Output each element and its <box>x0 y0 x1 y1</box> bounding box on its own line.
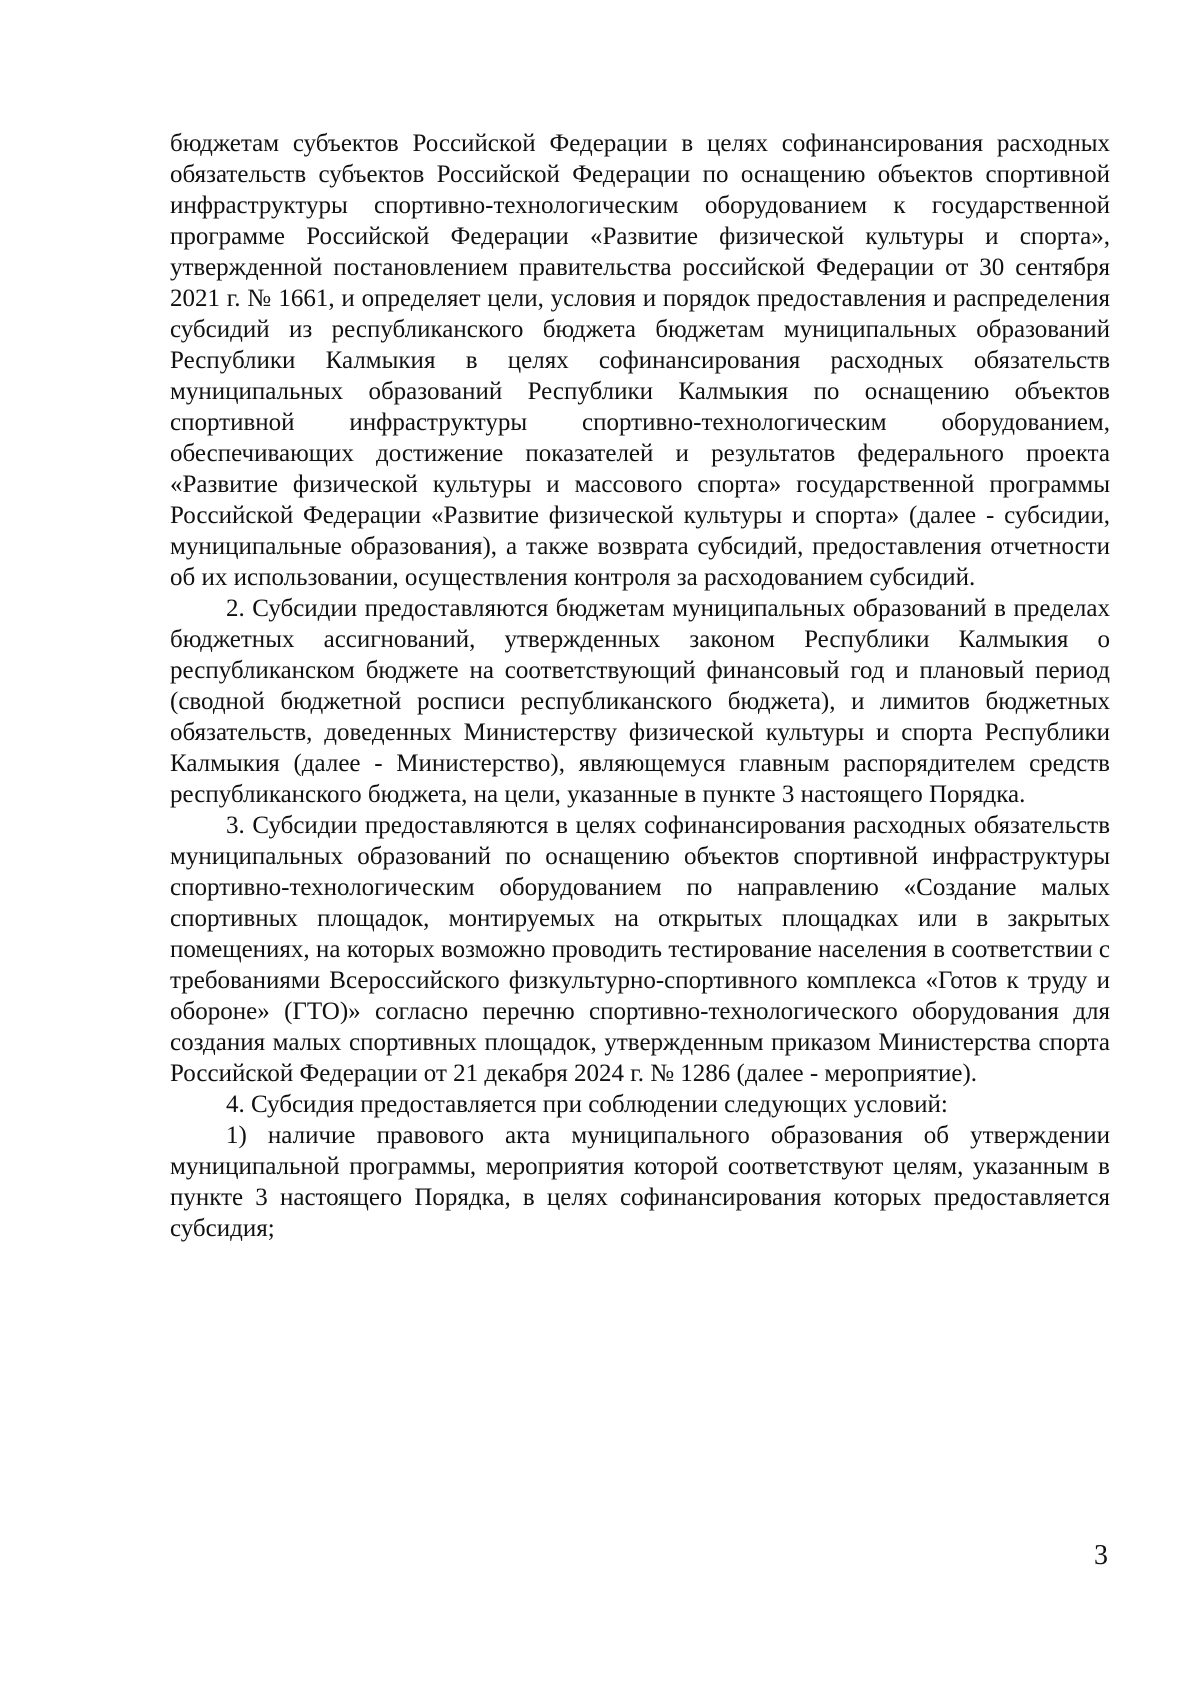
paragraph-3: 3. Субсидии предоставляются в целях софинансирования расходных обязательств муниципальных образований по оснащению объектов спортивной инфраструктуры спортивно-технологическим оборудованием по направлению «Создание малых спортивных площадок, монтируемых на открытых площадках или в закрытых помещениях, на которых возможно проводить тестирование населения в соответствии с требованиями Всероссийского физкультурно-спортивного комплекса «Готов к труду и обороне» (ГТО)» согласно перечню спортивно-технологического оборудования для создания малых спортивных площадок, утвержденным приказом Министерства спорта Российской Федерации от 21 декабря 2024 г. № 1286 (далее - мероприятие). <box>170 812 1110 1087</box>
page-number: 3 <box>1094 1540 1108 1571</box>
list-item-1: 1) наличие правового акта муниципального образования об утверждении муниципальной программы, мероприятия которой соответствуют целям, указанным в пункте 3 настоящего Порядка, в целях софинансирования которых предоставляется субсидия; <box>170 1122 1110 1242</box>
paragraph-4: 4. Субсидия предоставляется при соблюдении следующих условий: <box>226 1091 948 1118</box>
paragraph-continued: бюджетам субъектов Российской Федерации в целях софинансирования расходных обязательств субъектов Российской Федерации по оснащению объектов спортивной инфраструктуры спортивно-технологическим оборудованием к государственной программе Российской Федерации «Развитие физической культуры и спорта», утвержденной постановлением правительства российской Федерации от 30 сентября 2021 г. № 1661, и определяет цели, условия и порядок предоставления и распределения субсидий из республиканского бюджета бюджетам муниципальных образований Республики Калмыкия в целях софинансирования расходных обязательств муниципальных образований Республики Калмыкия по оснащению объектов спортивной инфраструктуры спортивно-технологическим оборудованием, обеспечивающих достижение показателей и результатов федерального проекта «Развитие физической культуры и массового спорта» государственной программы Российской Федерации «Развитие физической культуры и спорта» (далее - субсидии, муниципальные образования), а также возврата субсидий, предоставления отчетности об их использовании, осуществления контроля за расходованием субсидий. <box>170 130 1110 591</box>
document-body <box>170 128 1110 1244</box>
paragraph-2: 2. Субсидии предоставляются бюджетам муниципальных образований в пределах бюджетных ассигнований, утвержденных законом Республики Калмыкия о республиканском бюджете на соответствующий финансовый год и плановый период (сводной бюджетной росписи республиканского бюджета), и лимитов бюджетных обязательств, доведенных Министерству физической культуры и спорта Республики Калмыкия (далее - Министерство), являющемуся главным распорядителем средств республиканского бюджета, на цели, указанные в пункте 3 настоящего Порядка. <box>170 595 1110 808</box>
